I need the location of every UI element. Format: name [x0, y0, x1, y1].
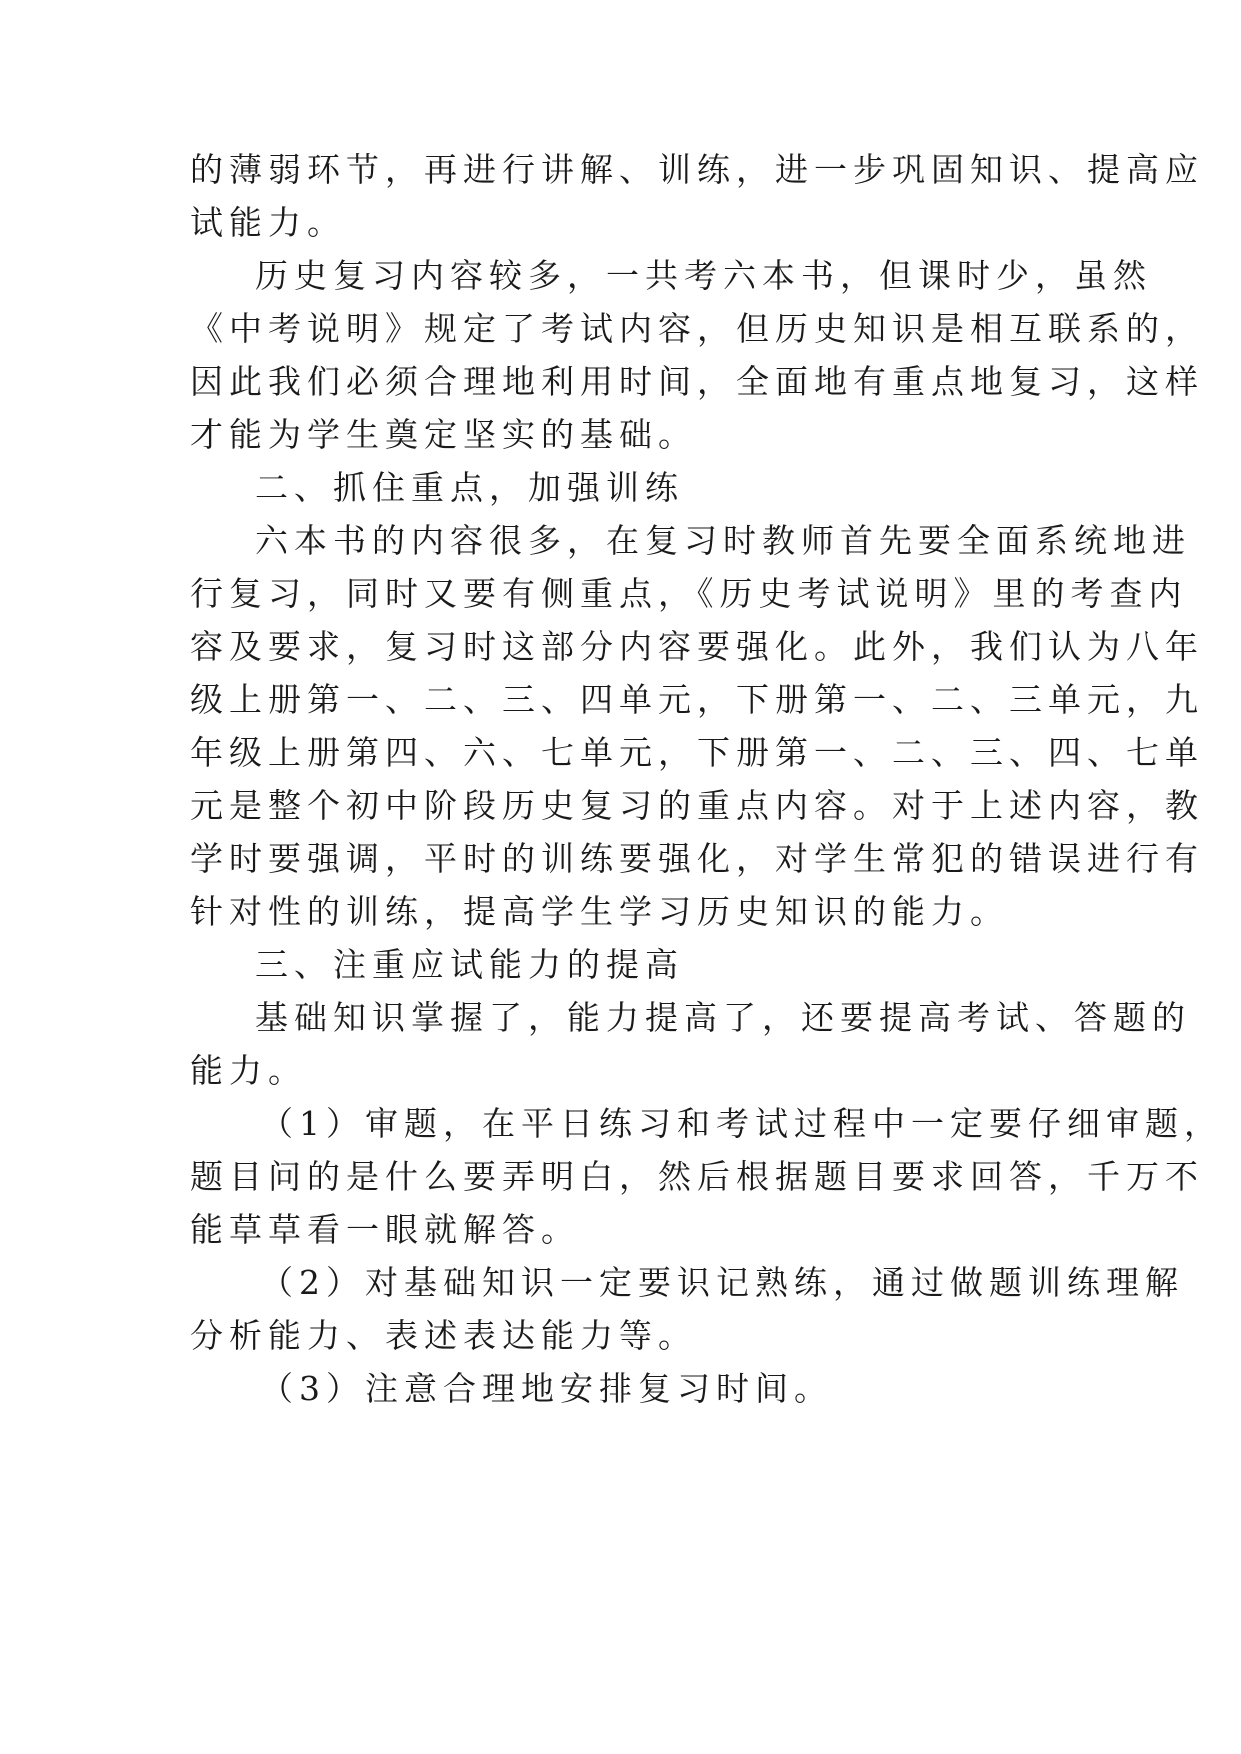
text-line: 分析能力、表述表达能力等。 [190, 1316, 697, 1355]
text-line: 能草草看一眼就解答。 [190, 1210, 580, 1249]
list-item-line: （2）对基础知识一定要识记熟练，通过做题训练理解 [260, 1263, 1184, 1302]
text-line: 的薄弱环节，再进行讲解、训练，进一步巩固知识、提高应 [190, 150, 1204, 189]
text-line: 才能为学生奠定坚实的基础。 [190, 415, 697, 454]
text-line: 针对性的训练，提高学生学习历史知识的能力。 [190, 892, 1009, 931]
text-line: 试能力。 [190, 203, 346, 242]
text-line: 元是整个初中阶段历史复习的重点内容。对于上述内容，教 [190, 786, 1204, 825]
text-line: 容及要求，复习时这部分内容要强化。此外，我们认为八年 [190, 627, 1204, 666]
text-line: 学时要强调，平时的训练要强化，对学生常犯的错误进行有 [190, 839, 1204, 878]
text-line: 行复习，同时又要有侧重点，《历史考试说明》里的考查内 [190, 574, 1188, 613]
list-item-line: （1）审题，在平日练习和考试过程中一定要仔细审题， [260, 1104, 1223, 1143]
text-line: 年级上册第四、六、七单元，下册第一、二、三、四、七单 [190, 733, 1204, 772]
section-heading: 三、注重应试能力的提高 [255, 945, 684, 984]
text-line: 基础知识掌握了，能力提高了，还要提高考试、答题的 [255, 998, 1191, 1037]
text-line: 级上册第一、二、三、四单元，下册第一、二、三单元，九 [190, 680, 1204, 719]
text-line: 能力。 [190, 1051, 307, 1090]
text-line: 因此我们必须合理地利用时间，全面地有重点地复习，这样 [190, 362, 1204, 401]
text-line: 《中考说明》规定了考试内容，但历史知识是相互联系的， [190, 309, 1204, 348]
section-heading: 二、抓住重点，加强训练 [255, 468, 684, 507]
text-line: 六本书的内容很多，在复习时教师首先要全面系统地进 [255, 521, 1191, 560]
text-line: 历史复习内容较多，一共考六本书，但课时少，虽然 [255, 256, 1152, 295]
list-item-line: （3）注意合理地安排复习时间。 [260, 1369, 833, 1408]
text-line: 题目问的是什么要弄明白，然后根据题目要求回答，千万不 [190, 1157, 1204, 1196]
